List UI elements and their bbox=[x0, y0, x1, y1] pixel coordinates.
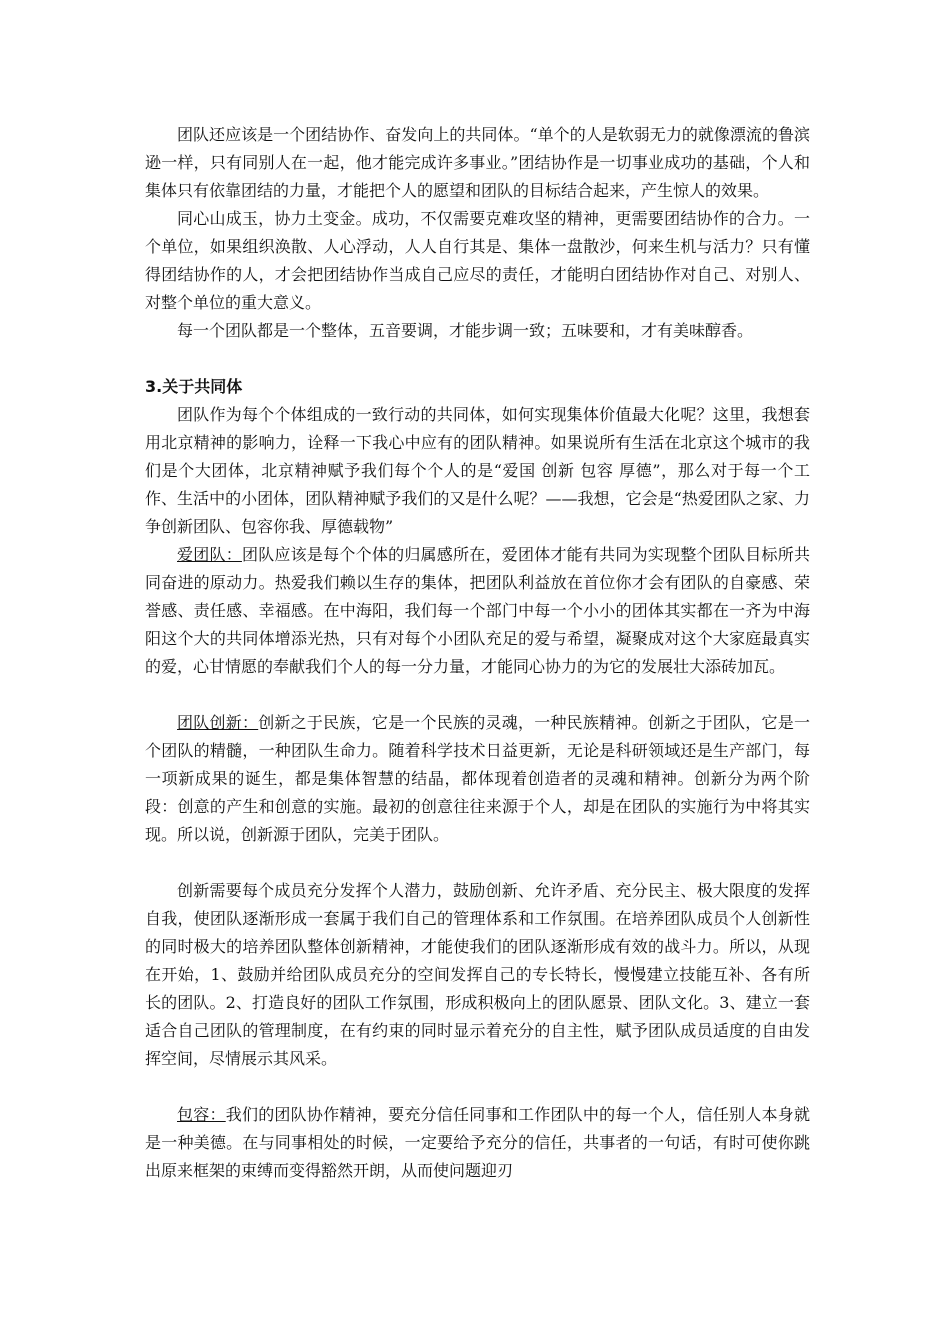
document-page bbox=[145, 121, 810, 1185]
love-team-text: 团队应该是每个个体的归属感所在，爱团体才能有共同为实现整个团队目标所共同奋进的原动力。热爱我们赖以生存的集体，把团队利益放在首位你才会有团队的自豪感、荣誉感、责任感、幸福感。在中海阳，我们每一个部门中每一个小小的团体其实都在一齐为中海阳这个大的共同体增添光热，只有对每个小团队充足的爱与希望，凝聚成对这个大家庭最真实的爱，心甘情愿的奉献我们个人的每一分力量，才能同心协力的为它的发展壮大添砖加瓦。 bbox=[145, 545, 810, 676]
tolerance-label: 包容： bbox=[177, 1105, 226, 1124]
paragraph-love-team bbox=[145, 541, 810, 681]
spacer bbox=[145, 345, 810, 373]
paragraph-tolerance bbox=[145, 1101, 810, 1185]
spacer bbox=[145, 849, 810, 877]
love-team-label: 爱团队： bbox=[177, 545, 242, 564]
paragraph-harmony: 每一个团队都是一个整体，五音要调，才能步调一致；五味要和，才有美味醇香。 bbox=[177, 321, 754, 340]
paragraph-community-intro: 团队作为每个个体组成的一致行动的共同体，如何实现集体价值最大化呢？这里，我想套用北京精神的影响力，诠释一下我心中应有的团队精神。如果说所有生活在北京这个城市的我们是个大团体，北京精神赋予我们每个个人的是“爱国 创新 包容 厚德”，那么对于每一个工作、生活中的小团体，团队精神赋予我们的又是什么呢？——我想，它会是“热爱团队之家、力争创新团队、包容你我、厚德载物” bbox=[145, 405, 810, 536]
spacer bbox=[145, 1073, 810, 1101]
paragraph-cooperation: 同心山成玉，协力土变金。成功，不仅需要克难攻坚的精神，更需要团结协作的合力。一个单位，如果组织涣散、人心浮动，人人自行其是、集体一盘散沙，何来生机与活力？只有懂得团结协作的人，才会把团结协作当成自己应尽的责任，才能明白团结协作对自己、对别人、对整个单位的重大意义。 bbox=[145, 209, 810, 312]
spacer bbox=[145, 681, 810, 709]
innovation-label: 团队创新： bbox=[177, 713, 259, 732]
innovation-text: 创新之于民族，它是一个民族的灵魂，一种民族精神。创新之于团队，它是一个团队的精髓，一种团队生命力。随着科学技术日益更新，无论是科研领域还是生产部门，每一项新成果的诞生，都是集体智慧的结晶，都体现着创造者的灵魂和精神。创新分为两个阶段：创意的产生和创意的实施。最初的创意往往来源于个人，却是在团队的实施行为中将其实现。所以说，创新源于团队，完美于团队。 bbox=[145, 713, 810, 844]
paragraph-team-innovation bbox=[145, 709, 810, 849]
section-heading: 3.关于共同体 bbox=[145, 377, 243, 396]
tolerance-text: 我们的团队协作精神，要充分信任同事和工作团队中的每一个人，信任别人本身就是一种美德。在与同事相处的时候，一定要给予充分的信任，共事者的一句话，有时可使你跳出原来框架的束缚而变得豁然开朗，从而使问题迎刃 bbox=[145, 1105, 810, 1180]
paragraph-unity: 团队还应该是一个团结协作、奋发向上的共同体。“单个的人是软弱无力的就像漂流的鲁滨逊一样，只有同别人在一起，他才能完成许多事业。”团结协作是一切事业成功的基础，个人和集体只有依靠团结的力量，才能把个人的愿望和团队的目标结合起来，产生惊人的效果。 bbox=[145, 125, 810, 200]
paragraph-innovation-measures: 创新需要每个成员充分发挥个人潜力，鼓励创新、允许矛盾、充分民主、极大限度的发挥自我，使团队逐渐形成一套属于我们自己的管理体系和工作氛围。在培养团队成员个人创新性的同时极大的培养团队整体创新精神，才能使我们的团队逐渐形成有效的战斗力。所以，从现在开始，1、鼓励并给团队成员充分的空间发挥自己的专长特长，慢慢建立技能互补、各有所长的团队。2、打造良好的团队工作氛围，形成积极向上的团队愿景、团队文化。3、建立一套适合自己团队的管理制度，在有约束的同时显示着充分的自主性，赋予团队成员适度的自由发挥空间，尽情展示其风采。 bbox=[145, 881, 810, 1068]
